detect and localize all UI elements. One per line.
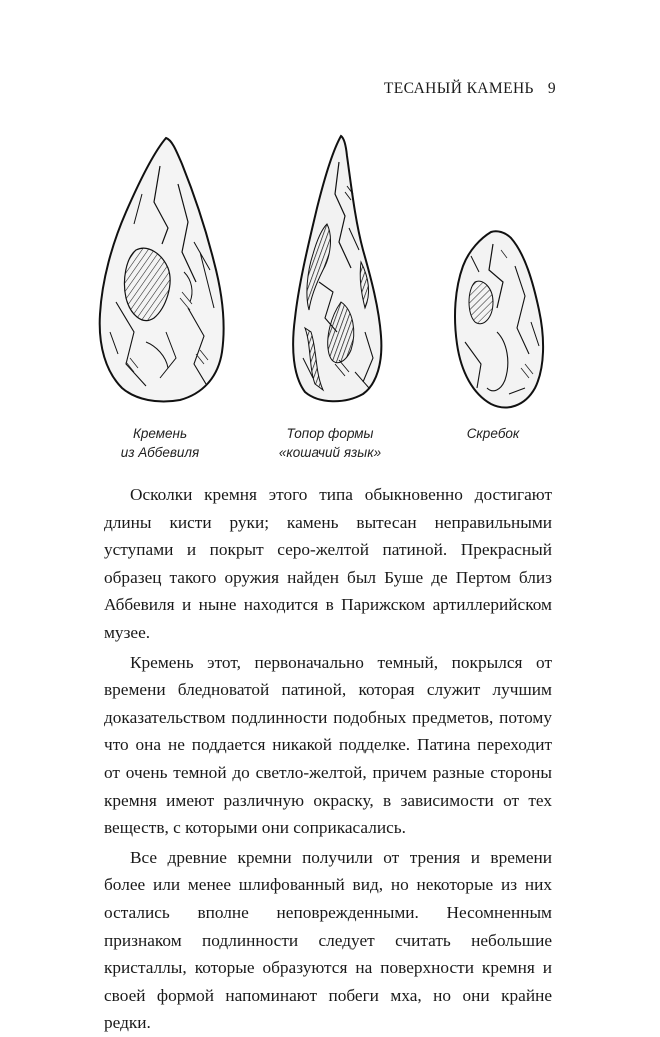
figure-scraper [435,132,549,414]
body-text [104,481,552,1037]
chapter-title: ТЕСАНЫЙ КАМЕНЬ [383,80,534,97]
caption-cats-tongue-axe [265,424,395,462]
paragraph: Осколки кремня этого типа обыкновенно достигают длины кисти руки; камень вытесан неправильными уступами и покрыт серо-желтой патиной. Прекрасный образец такого оружия найден был Буше де Пертом близ Аббевиля и ныне находится в Парижском артиллерийском музее. [104,485,552,642]
paragraph: Кремень этот, первоначально темный, покрылся от времени бледноватой патиной, которая служит лучшим доказательством подлинности подобных предметов, потому что она не поддается никакой подделке. Патина переходит от очень темной до светло-желтой, причем разные стороны кремня имеют различную окраску, в зависимости от тех веществ, с которыми они соприкасались. [104,652,552,838]
running-head [384,80,556,98]
caption-line: «кошачий язык» [278,445,382,460]
caption-line: Кремень [132,426,188,441]
paragraph: Все древние кремни получили от трения и времени более или менее шлифованный вид, но некоторые из них остались вполне неповрежденными. Несомненным признаком подлинности следует считать небольшие кристаллы, которые образуются на поверхности кремня и своей формой напоминают побеги мха, но они крайне редки. [104,847,552,1033]
caption-line: Скребок [466,426,520,441]
page-number: 9 [547,80,556,97]
scraper-icon [435,132,549,414]
caption-line: Топор формы [286,426,374,441]
figure-hand-axe [96,132,228,407]
caption-scraper [448,424,538,443]
caption-line: из Аббевиля [120,445,200,460]
figure-cats-tongue-axe [275,132,391,407]
cats-tongue-axe-icon [275,132,391,407]
caption-hand-axe [100,424,220,462]
flint-hand-axe-icon [96,132,228,407]
